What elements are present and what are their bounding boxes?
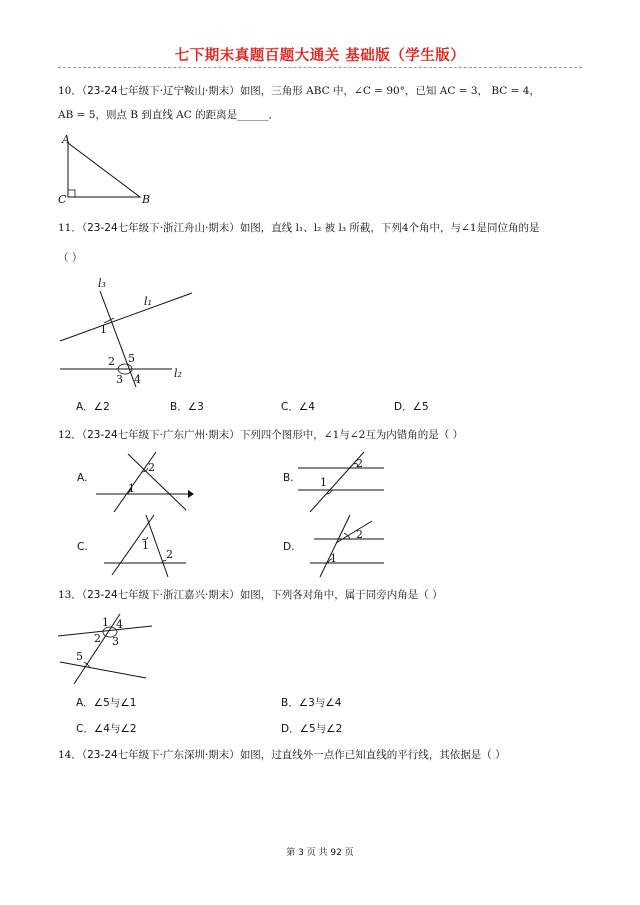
question-13-line1: [58, 583, 588, 607]
angle-label-1: 1: [100, 323, 107, 336]
angle-label-2: 2: [148, 461, 155, 474]
line-l1: [60, 293, 192, 341]
question-number: 11．: [58, 222, 82, 234]
q12-label-b[interactable]: B.: [283, 472, 294, 484]
triangle-abc: [68, 143, 140, 197]
q11-option-c[interactable]: C．∠4: [281, 401, 315, 413]
question-source: （23-24七年级下·浙江舟山·期末）: [81, 222, 240, 234]
q12-label-d[interactable]: D.: [283, 541, 295, 553]
page-footer: 第 3 页 共 92 页: [286, 848, 354, 858]
angle-label-1: 1: [128, 482, 135, 495]
question-source: （23-24七年级下·广东广州·期末）: [81, 429, 240, 441]
angle-label-3: 3: [112, 635, 119, 648]
question-source: （23-24七年级下·浙江嘉兴·期末）: [81, 589, 240, 601]
angle-label-5: 5: [128, 352, 135, 365]
angle-label-2: 2: [166, 548, 173, 561]
vertex-a-label: A: [62, 133, 70, 146]
angle-label-5: 5: [76, 650, 83, 663]
right-angle-mark: [68, 190, 75, 197]
label-l1: l₁: [144, 295, 152, 308]
question-source: （23-24七年级下·辽宁鞍山·期末）: [81, 85, 240, 97]
question-text: 如图，三角形 ABC 中，∠C = 90°，已知 AC = 3， BC = 4，: [239, 85, 540, 97]
q13-option-b[interactable]: B．∠3与∠4: [281, 697, 342, 709]
angle-label-2: 2: [356, 457, 363, 470]
q11-option-a[interactable]: A．∠2: [76, 401, 110, 413]
transversal-2: [128, 454, 186, 510]
angle-label-1: 1: [142, 539, 149, 552]
question-text: 如图，直线 l₁、l₂ 被 l₃ 所截，下列4个角中，与∠1是同位角的是: [239, 222, 540, 234]
transversal: [74, 614, 120, 684]
q11-option-d[interactable]: D．∠5: [394, 401, 429, 413]
page-title: 七下期末真题百题大通关 基础版（学生版）: [174, 48, 466, 64]
q13-option-d[interactable]: D．∠5与∠2: [281, 723, 343, 735]
angle-label-3: 3: [116, 373, 123, 386]
question-number: 13．: [58, 589, 82, 601]
angle-label-2: 2: [356, 528, 363, 541]
angle-label-1: 1: [330, 552, 337, 565]
q12-figure-b: [296, 450, 386, 512]
question-number: 12．: [58, 429, 82, 441]
q12-label-a[interactable]: A.: [77, 472, 88, 484]
question-number: 14．: [58, 749, 82, 761]
angle-label-1: 1: [320, 476, 327, 489]
question-10-line1: [58, 79, 588, 103]
question-text: 下列四个图形中，∠1与∠2互为内错角的是（ ）: [239, 429, 464, 441]
question-11-line2: （ ）: [58, 252, 83, 264]
question-13-figure: [56, 612, 156, 686]
question-11-figure: [56, 277, 196, 389]
question-10-triangle-figure: [56, 133, 156, 205]
question-10-line2: AB = 5，则点 B 到直线 AC 的距离是______．: [58, 109, 280, 121]
label-l2: l₂: [174, 367, 182, 380]
vertex-c-label: C: [58, 193, 67, 205]
q13-option-a[interactable]: A．∠5与∠1: [76, 697, 137, 709]
q12-figure-d: [300, 513, 390, 579]
line-bottom: [60, 662, 146, 678]
q13-option-c[interactable]: C．∠4与∠2: [76, 723, 137, 735]
angle-label-4: 4: [116, 618, 123, 631]
question-text: 如图，下列各对角中，属于同旁内角是（ ）: [239, 589, 443, 601]
angle-label-2: 2: [108, 355, 115, 368]
angle-label-1: 1: [102, 616, 109, 629]
question-12-line1: [58, 423, 588, 447]
arrowhead: [188, 490, 194, 498]
q12-figure-a: [94, 450, 194, 512]
transversal-2: [146, 515, 168, 577]
header-divider: [58, 67, 582, 68]
question-text: 如图，过直线外一点作已知直线的平行线，其依据是（ ）: [239, 749, 506, 761]
q12-label-c[interactable]: C.: [77, 541, 88, 553]
label-l3: l₃: [98, 277, 106, 290]
transversal: [320, 515, 350, 577]
vertex-b-label: B: [142, 193, 151, 205]
question-11-line1: [58, 216, 588, 240]
question-number: 10．: [58, 85, 82, 97]
q12-figure-c: [102, 513, 192, 579]
angle-label-2: 2: [94, 632, 101, 645]
question-source: （23-24七年级下·广东深圳·期末）: [81, 749, 240, 761]
angle-label-4: 4: [134, 373, 141, 386]
question-14-line1: [58, 743, 588, 767]
q11-option-b[interactable]: B．∠3: [170, 401, 204, 413]
